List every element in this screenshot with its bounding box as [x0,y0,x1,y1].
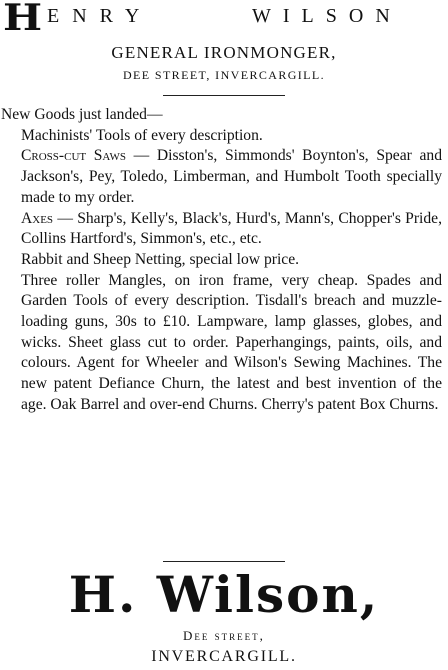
footer-town: INVERCARGILL. [151,648,297,665]
divider-rule-bottom [163,561,285,562]
axes-text: — Sharp's, Kelly's, Black's, Hurd's, Mann's, Chopper's Pride, Collins Hartford's, Simmon's, etc., etc. [21,209,442,248]
drop-cap-letter: H [3,0,43,39]
advertiser-name-heading [3,0,443,39]
saws-heading: Cross-cut Saws [21,147,126,165]
signature-heading: H. Wilson, [68,565,380,624]
machinists-tools-line: Machinists' Tools of every description. [21,126,263,144]
divider-rule-top [163,95,285,96]
axes-heading: Axes [21,209,54,227]
surname: WILSON [252,5,402,27]
goods-paragraph: Three roller Mangles, on iron frame, very cheap. Spades and Garden Tools of every description. Tisdall's breach and muzzle-loading guns, 30s to £10. Lampware, lamp glasses, globes, and wicks. Sheet glass cut to order. Paperhangings, paints, oils, and colours. Agent for Wheeler and Wilson's Sewing Machines. The new patent Defiance Churn, the latest and best invention of the age. Oak Barrel and over-end Churns. Cherry's patent Box Churns. [21,271,442,413]
trade-title: GENERAL IRONMONGER, [111,43,337,62]
shop-address: DEE STREET, INVERCARGILL. [122,68,326,82]
new-goods-line: New Goods just landed— [1,106,163,123]
first-name-rest: ENRY [47,5,153,27]
netting-line: Rabbit and Sheep Netting, special low price. [21,250,300,268]
axes-paragraph [1,209,442,250]
saws-text: — Disston's, Simmonds' Boynton's, Spear and Jackson's, Pey, Toledo, Limberman, and Humbolt Tooth specially made to my order. [21,147,442,206]
advertisement-body [1,105,442,416]
footer-street: Dee street, [183,628,265,643]
saws-paragraph [1,146,442,208]
